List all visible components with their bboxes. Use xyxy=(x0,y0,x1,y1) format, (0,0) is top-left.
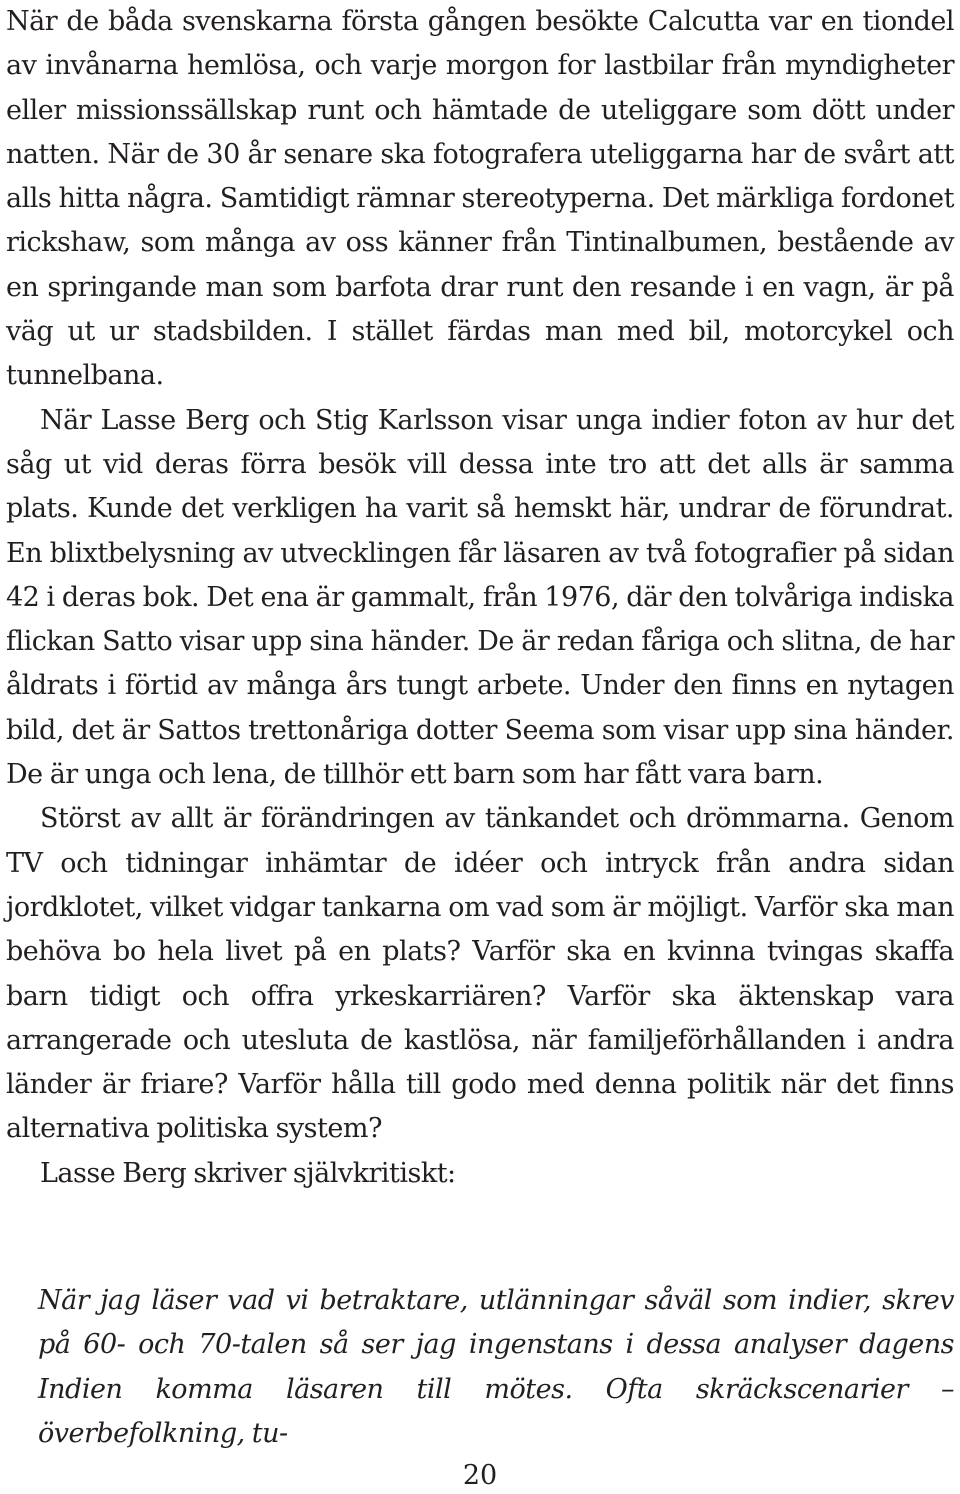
paragraph-2: När Lasse Berg och Stig Karlsson visar unga indier foton av hur det såg ut vid deras förra besök vill dessa inte tro att det alls är samma plats. Kunde det verkligen ha varit så hemskt här, undrar de förundrat. En blixtbelysning av utvecklingen får läsaren av två fotografier på sidan 42 i deras bok. Det ena är gammalt, från 1976, där den tolvåriga indiska flickan Satto visar upp sina händer. De är redan fåriga och slitna, de har åldrats i förtid av många års tungt arbete. Under den finns en nytagen bild, det är Sattos trettonåriga dotter Seema som visar upp sina händer. De är unga och lena, de tillhör ett barn som har fått vara barn. xyxy=(6,404,954,791)
paragraph-4: Lasse Berg skriver självkritiskt: xyxy=(40,1157,456,1189)
paragraph-3: Störst av allt är förändringen av tänkandet och drömmarna. Genom TV och tidningar inhämtar de idéer och intryck från andra sidan jordklotet, vilket vidgar tankarna om vad som är möjligt. Varför ska man behöva bo hela livet på en plats? Varför ska en kvinna tvingas skaffa barn tidigt och offra yrkeskarriären? Varför ska äktenskap vara arrangerade och utesluta de kastlösa, när familjeförhållanden i andra länder är friare? Varför hålla till godo med denna politik när det finns alternativa politiska system? xyxy=(6,803,954,1145)
paragraph-1: När de båda svenskarna första gången besökte Calcutta var en tiondel av invånarna hemlösa, och varje morgon for lastbilar från myndigheter eller missionssällskap runt och hämtade de uteliggare som dött under natten. När de 30 år senare ska fotografera uteliggarna har de svårt att alls hitta några. Samtidigt rämnar stereotyperna. Det märkliga fordonet rickshaw, som många av oss känner från Tintinalbumen, bestående av en springande man som barfota drar runt den resande i en vagn, är på väg ut ur stadsbilden. I stället färdas man med bil, motorcykel och tunnelbana. xyxy=(6,6,954,392)
body-text xyxy=(6,0,954,1196)
block-quote: När jag läser vad vi betraktare, utlänningar såväl som indier, skrev på 60- och 70-talen så ser jag ingenstans i dessa analyser dagens Indien komma läsaren till mötes. Ofta skräckscenarier – överbefolkning, tu- xyxy=(38,1285,954,1449)
page-number: 20 xyxy=(462,1460,498,1491)
